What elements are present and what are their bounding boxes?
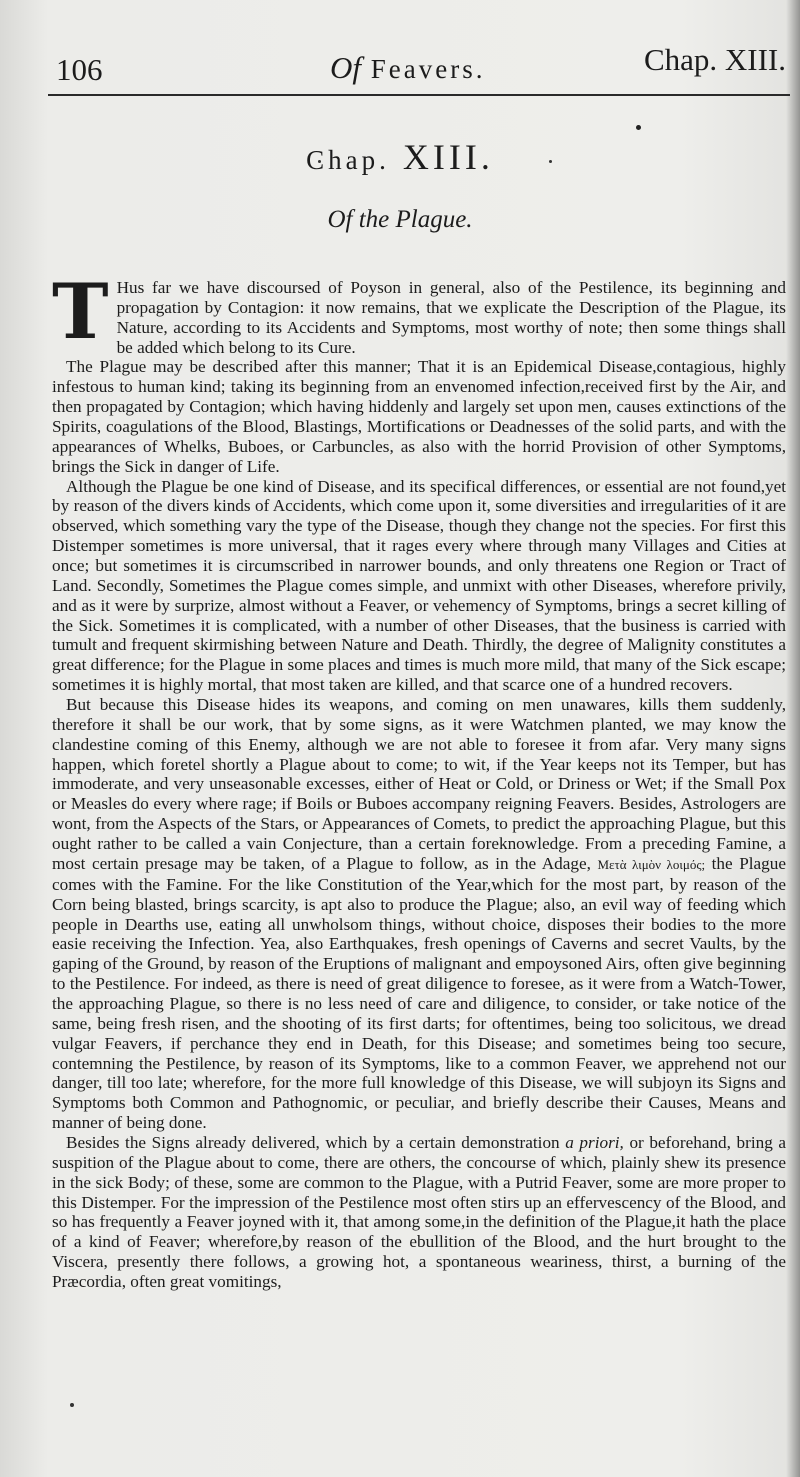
running-title	[330, 50, 485, 86]
running-header	[48, 36, 788, 92]
paragraph-5-text-b: or beforehand, bring a suspition of the Plague about to come, there are others, the concourse of which, plainly shew its presence in the sick Body; of these, some are common to the Plague, with a Putrid Feaver, some are more proper to this Distemper. For the impression of the Pestilence most often stirs up an effervescency of the Blood, and so has frequently a Feaver joyned with it, that among some,in the definition of the Plague,it hath the place of a kind of Feaver; wherefore,by reason of the ebullition of the Blood, and the hurt brought to the Viscera, presently there follows, a growing hot, a spontaneous weariness, thirst, a burning of the Præcordia, often great vomitings,	[52, 1132, 787, 1291]
printer-ornament	[636, 125, 641, 130]
paragraph-4	[52, 695, 786, 1133]
paragraph-3: Although the Plague be one kind of Disease, and its specifical differences, or essential are not found,yet by reason of the divers kinds of Accidents, which come upon it, some diversities and irregularities of it are observed, which something vary the type of the Disease, though they change not the species. For first this Distemper sometimes is more universal, that it rages every where through many Villages and Cities at once; but sometimes it is circumscribed in narrower bounds, and only threatens one Region or Tract of Land. Secondly, Sometimes the Plague comes simple, and unmixt with other Diseases, wherefore privily, and as it were by surprize, almost without a Feaver, or vehemency of Symptoms, brings a secret killing of the Sick. Sometimes it is complicated, with a number of other Diseases, that the business is carried with tumult and frequent skirmishing between Nature and Death. Thirdly, the degree of Malignity constitutes a great difference; for the Plague in some places and times is much more mild, that many of the Sick escape; sometimes it is highly mortal, that most taken are killed, and that scarce one of a hundred recovers.	[52, 476, 786, 695]
paragraph-4-text-a: But because this Disease hides its weapons, and coming on men unawares, kills them suddenly, therefore it shall be our work, that by some signs, as it were Watchmen planted, we may know the clandestine coming of this Enemy, although we are not able to foresee it from afar. Very many signs happen, which foretel shortly a Plague about to come; to wit, if the Year keeps not its Temper, but has immoderate, and very unseasonable excesses, either of Heat or Cold, or Driness or Wet; if the Small Pox or Measles do every where rage; if Boils or Buboes accompany reigning Feavers. Besides, Astrologers are wont, from the Aspects of the Stars, or Appearances of Comets, to predict the approaching Plague, but this ought rather to be called a vain Conjecture, than a certain foreknowledge. From a preceding Famine, a most certain presage may be taken, of a Plague to follow, as in the Adage,	[52, 695, 786, 873]
paragraph-5	[52, 1133, 786, 1292]
paragraph-2: The Plague may be described after this manner; That it is an Epidemical Disease,contagious, highly infestous to human kind; taking its beginning from an envenomed infection,received first by the Air, and then propagated by Contagion; which having hiddenly and largely set upon men, causes extinctions of the Spirits, coagulations of the Blood, Blastings, Mortifications or Deadnesses of the solid parts, and with the appearances of Whelks, Buboes, or Carbuncles, as also with the horrid Provision of other Symptoms, brings the Sick in danger of Life.	[52, 357, 786, 476]
footer-dot	[70, 1403, 74, 1407]
running-chapter: Chap. XIII.	[643, 42, 786, 77]
chapter-number: XIII.	[402, 137, 494, 177]
header-rule	[48, 94, 790, 96]
greek-adage: Μετὰ λιμὸν λοιμός;	[597, 856, 706, 872]
running-title-of: Of	[330, 50, 361, 85]
chapter-title: Of the Plague.	[327, 206, 473, 233]
running-title-word: Feavers.	[370, 54, 486, 84]
drop-cap: T	[52, 267, 109, 356]
chapter-body	[52, 267, 787, 1292]
paragraph-4-text-b: the Plague comes with the Famine. For the like Constitution of the Year,which for the most part, by reason of the Corn being blasted, brings scarcity, is apt also to produce the Plague; also, an evil way of feeding which people in Dearths use, eating all unwholsom things, without choice, disposes their bodies to the more easie receiving the Infection. Yea, also Earthquakes, fresh openings of Caverns and secret Vaults, by the gaping of the Ground, by reason of the Eruptions of malignant and empoysoned Airs, often give beginning to the Pestilence. For indeed, as there is need of great diligence to foresee, as it were from a Watch-Tower, the approaching Plague, so there is no less need of care and diligence, to consider, or take notice of the same, being fresh risen, and the shooting of its first darts; for oftentimes, being too solicitous, we dread vulgar Feavers, if perchance they end in Death, for this Disease; and sometimes being too secure, contemning the Pestilence, by reason of its Symptoms, like to a common Feaver, we apprehend not our danger, till too late; wherefore, for the more full knowledge of this Disease, we will subjoyn its Signs and Symptoms both Common and Pathognomic, or peculiar, and briefly describe their Causes, Means and manner of being done.	[52, 853, 786, 1133]
paragraph-1	[52, 267, 786, 357]
page-number: 106	[56, 52, 103, 87]
chapter-heading	[0, 136, 800, 178]
chapter-label: Chap.	[306, 145, 390, 175]
paragraph-1-text: Hus far we have discoursed of Poyson in general, also of the Pestilence, its beginning and propagation by Contagion: it now remains, that we explicate the Description of the Plague, its Nature, according to its Accidents and Symptoms, most worthy of note; then some things shall be added which belong to its Cure.	[116, 278, 786, 357]
paragraph-5-text-a: Besides the Signs already delivered, which by a certain demonstration	[66, 1132, 560, 1152]
latin-phrase: a priori,	[565, 1132, 624, 1152]
